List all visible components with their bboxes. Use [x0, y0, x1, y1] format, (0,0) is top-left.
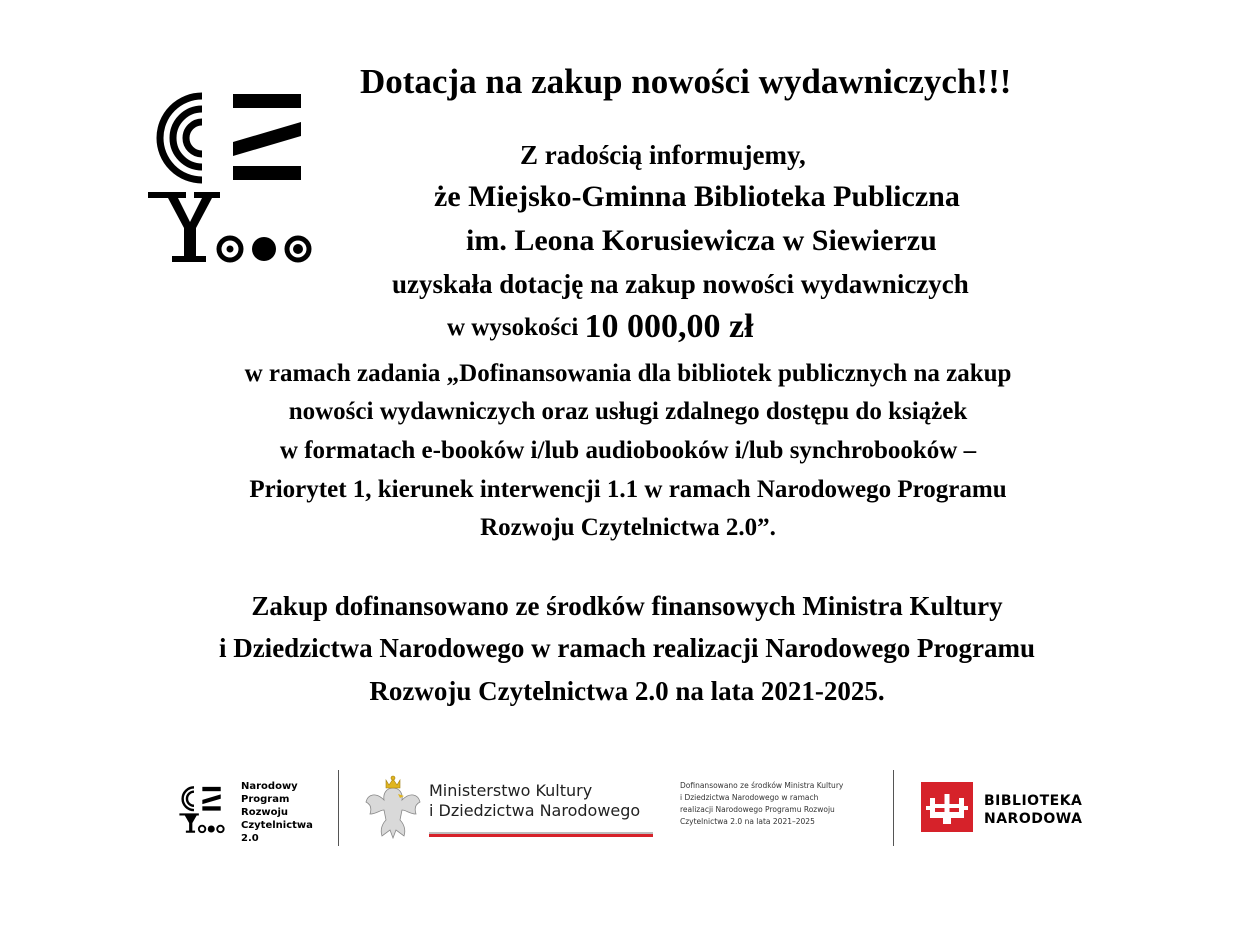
nprcz-text-line: Program: [241, 794, 290, 805]
intro-line-5: [447, 308, 754, 346]
crown-icon: [921, 782, 973, 832]
funding-note: [680, 780, 843, 828]
amount-prefix: w wysokości: [447, 314, 585, 341]
biblioteka-narodowa-logo: [921, 782, 973, 832]
ministry-name-line: i Dziedzictwa Narodowego: [429, 801, 641, 820]
funding-line-3: Rozwoju Czytelnictwa 2.0 na lata 2021-2025.: [369, 676, 885, 706]
funding-line-2: i Dziedzictwa Narodowego w ramach realizacji Narodowego Programu: [218, 633, 1036, 663]
nprcz-text-line: Czytelnictwa: [241, 820, 313, 831]
polish-eagle-icon: [364, 774, 422, 840]
funding-note-line: Czytelnictwa 2.0 na lata 2021–2025: [680, 817, 815, 826]
intro-line-4: uzyskała dotację na zakup nowości wydawniczych: [392, 269, 969, 299]
footer-logos: [0, 764, 1240, 854]
ministry-name-line: Ministerstwo Kultury: [429, 781, 593, 800]
nprcz-text-line: Narodowy: [241, 781, 298, 792]
funding-note-line: realizacji Narodowego Programu Rozwoju: [680, 805, 835, 814]
funding-note-line: i Dziedzictwa Narodowego w ramach: [680, 793, 819, 802]
intro-line-3: im. Leona Korusiewicza w Siewierzu: [466, 224, 937, 257]
task-line-4: Priorytet 1, kierunek interwencji 1.1 w ramach Narodowego Programu: [249, 476, 1007, 503]
nprcz-text-line: 2.0: [241, 833, 259, 844]
task-line-2: nowości wydawniczych oraz usługi zdalnego dostępu do książek: [288, 398, 968, 425]
ministry-flag-bar: [429, 832, 653, 837]
funding-line-1: Zakup dofinansowano ze środków finansowych Ministra Kultury: [251, 591, 1003, 621]
funding-note-line: Dofinansowano ze środków Ministra Kultury: [680, 781, 844, 790]
divider: [893, 770, 894, 846]
bn-text-line: NARODOWA: [984, 811, 1083, 827]
intro-line-2: że Miejsko-Gminna Biblioteka Publiczna: [434, 180, 960, 213]
task-line-1: w ramach zadania „Dofinansowania dla bibliotek publicznych na zakup: [244, 360, 1012, 387]
task-line-5: Rozwoju Czytelnictwa 2.0”.: [480, 514, 776, 541]
page-title: Dotacja na zakup nowości wydawniczych!!!: [360, 62, 1012, 101]
nprcz-small-logo: [174, 782, 228, 836]
nprcz-text: [241, 780, 313, 845]
biblioteka-narodowa-text: [984, 792, 1082, 828]
grant-amount: 10 000,00 zł: [584, 308, 754, 345]
bn-text-line: BIBLIOTEKA: [984, 793, 1083, 809]
ministry-name: [429, 781, 640, 821]
task-line-3: w formatach e-booków i/lub audiobooków i/lub synchrobooków –: [279, 437, 977, 464]
nprcz-text-line: Rozwoju: [241, 807, 289, 818]
intro-line-1: Z radością informujemy,: [520, 140, 806, 170]
nprcz-logo: [128, 76, 328, 276]
divider: [338, 770, 339, 846]
